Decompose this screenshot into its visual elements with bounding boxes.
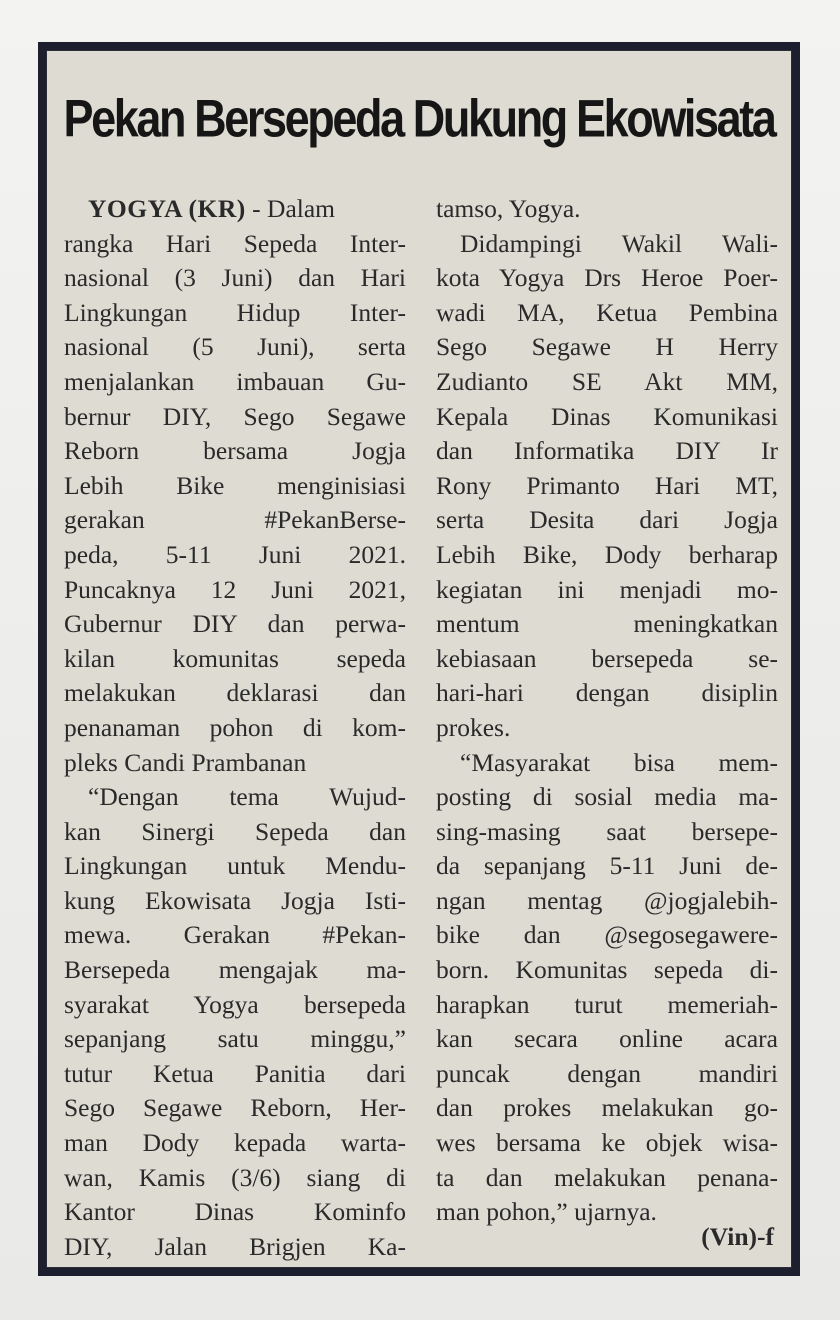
author-credit: (Vin)-f — [701, 1222, 774, 1251]
text-line: posting di sosial media ma- — [436, 782, 778, 812]
text-line: wes bersama ke objek wisa- — [436, 1128, 778, 1158]
text-line: melakukan deklarasi dan — [64, 678, 406, 708]
text-line: Rony Primanto Hari MT, — [436, 470, 778, 500]
text-line: Gubernur DIY dan perwa- — [64, 609, 406, 639]
text-line: Zudianto SE Akt MM, — [436, 366, 778, 396]
text-line: kan Sinergi Sepeda dan — [64, 816, 406, 846]
text-line: kilan komunitas sepeda — [64, 643, 406, 673]
text-line: kan secara online acara — [436, 1024, 778, 1054]
text-line: Lingkungan Hidup Inter- — [64, 297, 406, 327]
text-line — [64, 192, 406, 227]
text-line: serta Desita dari Jogja — [436, 505, 778, 535]
text-line: gerakan #PekanBerse- — [64, 505, 406, 535]
text-line: ngan mentag @jogjalebih- — [436, 885, 778, 915]
text-line: harapkan turut memeriah- — [436, 989, 778, 1019]
text-line: Kantor Dinas Kominfo — [64, 1197, 406, 1227]
text-line: nasional (3 Juni) dan Hari — [64, 263, 406, 293]
text-line: Didampingi Wakil Wali- — [460, 228, 778, 258]
text-line: Sego Segawe H Herry — [436, 332, 778, 362]
text-line: hari-hari dengan disiplin — [436, 678, 778, 708]
text-line: menjalankan imbauan Gu- — [64, 366, 406, 396]
text-line: Reborn bersama Jogja — [64, 436, 406, 466]
article-column-left — [64, 192, 406, 1264]
text-line: “Masyarakat bisa mem- — [460, 747, 778, 777]
text-line: pleks Candi Prambanan — [64, 747, 307, 777]
text-line: DIY, Jalan Brigjen Ka- — [64, 1231, 406, 1261]
text-line: Lingkungan untuk Mendu- — [64, 851, 406, 881]
article-headline: Pekan Bersepeda Dukung Ekowisata — [63, 88, 775, 149]
text-line: man pohon,” ujarnya. — [436, 1197, 657, 1227]
text-line: dan prokes melakukan go- — [436, 1093, 778, 1123]
text-line: tamso, Yogya. — [436, 194, 581, 223]
text-line: bike dan @segosegawere- — [436, 920, 778, 950]
text-line: wadi MA, Ketua Pembina — [436, 297, 778, 327]
text-line: penanaman pohon di kom- — [64, 712, 406, 742]
text-line: prokes. — [436, 712, 511, 742]
text-line: bernur DIY, Sego Segawe — [64, 401, 406, 431]
article-dateline: YOGYA (KR) — [88, 194, 246, 223]
newspaper-clipping — [38, 42, 800, 1276]
text-line: puncak dengan mandiri — [436, 1058, 778, 1088]
text-line: wan, Kamis (3/6) siang di — [64, 1162, 406, 1192]
text-line: kegiatan ini menjadi mo- — [436, 574, 778, 604]
text-line: ta dan melakukan penana- — [436, 1162, 778, 1192]
text-line: syarakat Yogya bersepeda — [64, 989, 406, 1019]
text-line: man Dody kepada warta- — [64, 1128, 406, 1158]
text-line: tutur Ketua Panitia dari — [64, 1058, 406, 1088]
text-line: “Dengan tema Wujud- — [88, 782, 406, 812]
text-line: sing-masing saat bersepe- — [436, 816, 778, 846]
text-line: Sego Segawe Reborn, Her- — [64, 1093, 406, 1123]
text-line-content: - Dalam — [245, 194, 335, 223]
text-line: Lebih Bike, Dody berharap — [436, 539, 778, 569]
text-line: Puncaknya 12 Juni 2021, — [64, 574, 406, 604]
text-line: kebiasaan bersepeda se- — [436, 643, 778, 673]
text-line: mewa. Gerakan #Pekan- — [64, 920, 406, 950]
text-line: kung Ekowisata Jogja Isti- — [64, 885, 406, 915]
text-line: rangka Hari Sepeda Inter- — [64, 228, 406, 258]
text-line: mentum meningkatkan — [436, 609, 778, 639]
text-line: Bersepeda mengajak ma- — [64, 955, 406, 985]
text-line: Kepala Dinas Komunikasi — [436, 401, 778, 431]
text-line: born. Komunitas sepeda di- — [436, 955, 778, 985]
text-line: kota Yogya Drs Heroe Poer- — [436, 263, 778, 293]
text-line: sepanjang satu minggu,” — [64, 1024, 406, 1054]
text-line: dan Informatika DIY Ir — [436, 436, 778, 466]
text-line: nasional (5 Juni), serta — [64, 332, 406, 362]
text-line: Lebih Bike menginisiasi — [64, 470, 406, 500]
article-column-right — [436, 192, 778, 1230]
text-line: da sepanjang 5-11 Juni de- — [436, 851, 778, 881]
text-line: peda, 5-11 Juni 2021. — [64, 539, 406, 569]
